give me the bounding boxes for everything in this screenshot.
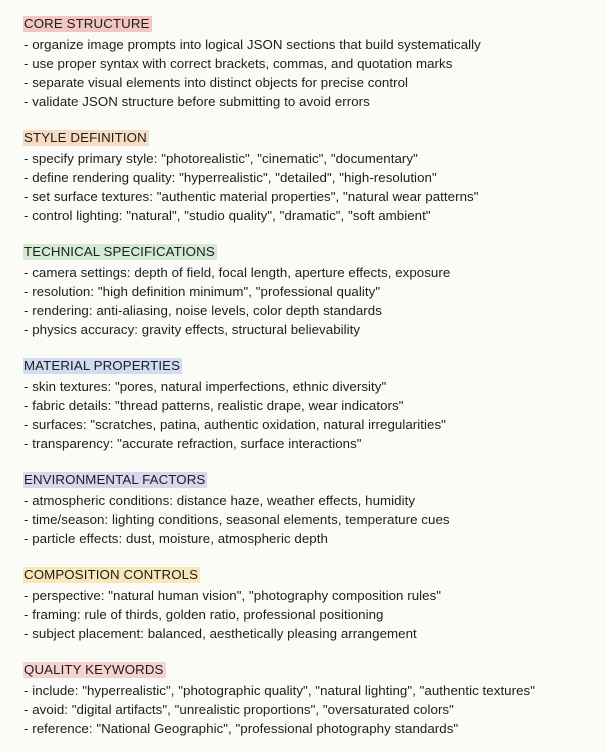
list-item: - control lighting: "natural", "studio quality", "dramatic", "soft ambient" [24, 208, 431, 223]
list-item: - particle effects: dust, moisture, atmospheric depth [24, 531, 328, 546]
section-heading: ENVIRONMENTAL FACTORS [24, 472, 206, 487]
section-heading: MATERIAL PROPERTIES [24, 358, 181, 373]
list-item: - physics accuracy: gravity effects, structural believability [24, 322, 361, 337]
list-item: - reference: "National Geographic", "professional photography standards" [24, 721, 459, 736]
list-item: - transparency: "accurate refraction, surface interactions" [24, 436, 362, 451]
section-composition-controls [24, 566, 596, 643]
section-style-definition [24, 129, 596, 225]
section-environmental-factors [24, 471, 596, 548]
list-item: - validate JSON structure before submitting to avoid errors [24, 94, 370, 109]
list-item: - time/season: lighting conditions, seasonal elements, temperature cues [24, 512, 450, 527]
list-item: - surfaces: "scratches, patina, authentic oxidation, natural irregularities" [24, 417, 446, 432]
section-heading: STYLE DEFINITION [24, 130, 147, 145]
section-quality-keywords [24, 661, 596, 738]
list-item: - fabric details: "thread patterns, realistic drape, wear indicators" [24, 398, 404, 413]
section-heading: COMPOSITION CONTROLS [24, 567, 199, 582]
list-item: - set surface textures: "authentic material properties", "natural wear patterns" [24, 189, 479, 204]
list-item: - include: "hyperrealistic", "photographic quality", "natural lighting", "authentic textures" [24, 683, 536, 698]
section-technical-specifications [24, 243, 596, 339]
section-core-structure [24, 15, 596, 111]
list-item: - skin textures: "pores, natural imperfections, ethnic diversity" [24, 379, 387, 394]
list-item: - perspective: "natural human vision", "photography composition rules" [24, 588, 442, 603]
list-item: - define rendering quality: "hyperrealistic", "detailed", "high-resolution" [24, 170, 437, 185]
list-item: - organize image prompts into logical JSON sections that build systematically [24, 37, 481, 52]
section-heading: QUALITY KEYWORDS [24, 662, 164, 677]
list-item: - resolution: "high definition minimum", "professional quality" [24, 284, 381, 299]
list-item: - subject placement: balanced, aesthetically pleasing arrangement [24, 626, 417, 641]
list-item: - framing: rule of thirds, golden ratio, professional positioning [24, 607, 384, 622]
section-heading: CORE STRUCTURE [24, 16, 150, 31]
list-item: - atmospheric conditions: distance haze, weather effects, humidity [24, 493, 416, 508]
section-material-properties [24, 357, 596, 453]
list-item: - rendering: anti-aliasing, noise levels, color depth standards [24, 303, 382, 318]
list-item: - camera settings: depth of field, focal length, aperture effects, exposure [24, 265, 451, 280]
section-heading: TECHNICAL SPECIFICATIONS [24, 244, 215, 259]
list-item: - specify primary style: "photorealistic", "cinematic", "documentary" [24, 151, 418, 166]
list-item: - avoid: "digital artifacts", "unrealistic proportions", "oversaturated colors" [24, 702, 454, 717]
list-item: - use proper syntax with correct brackets, commas, and quotation marks [24, 56, 453, 71]
list-item: - separate visual elements into distinct objects for precise control [24, 75, 409, 90]
